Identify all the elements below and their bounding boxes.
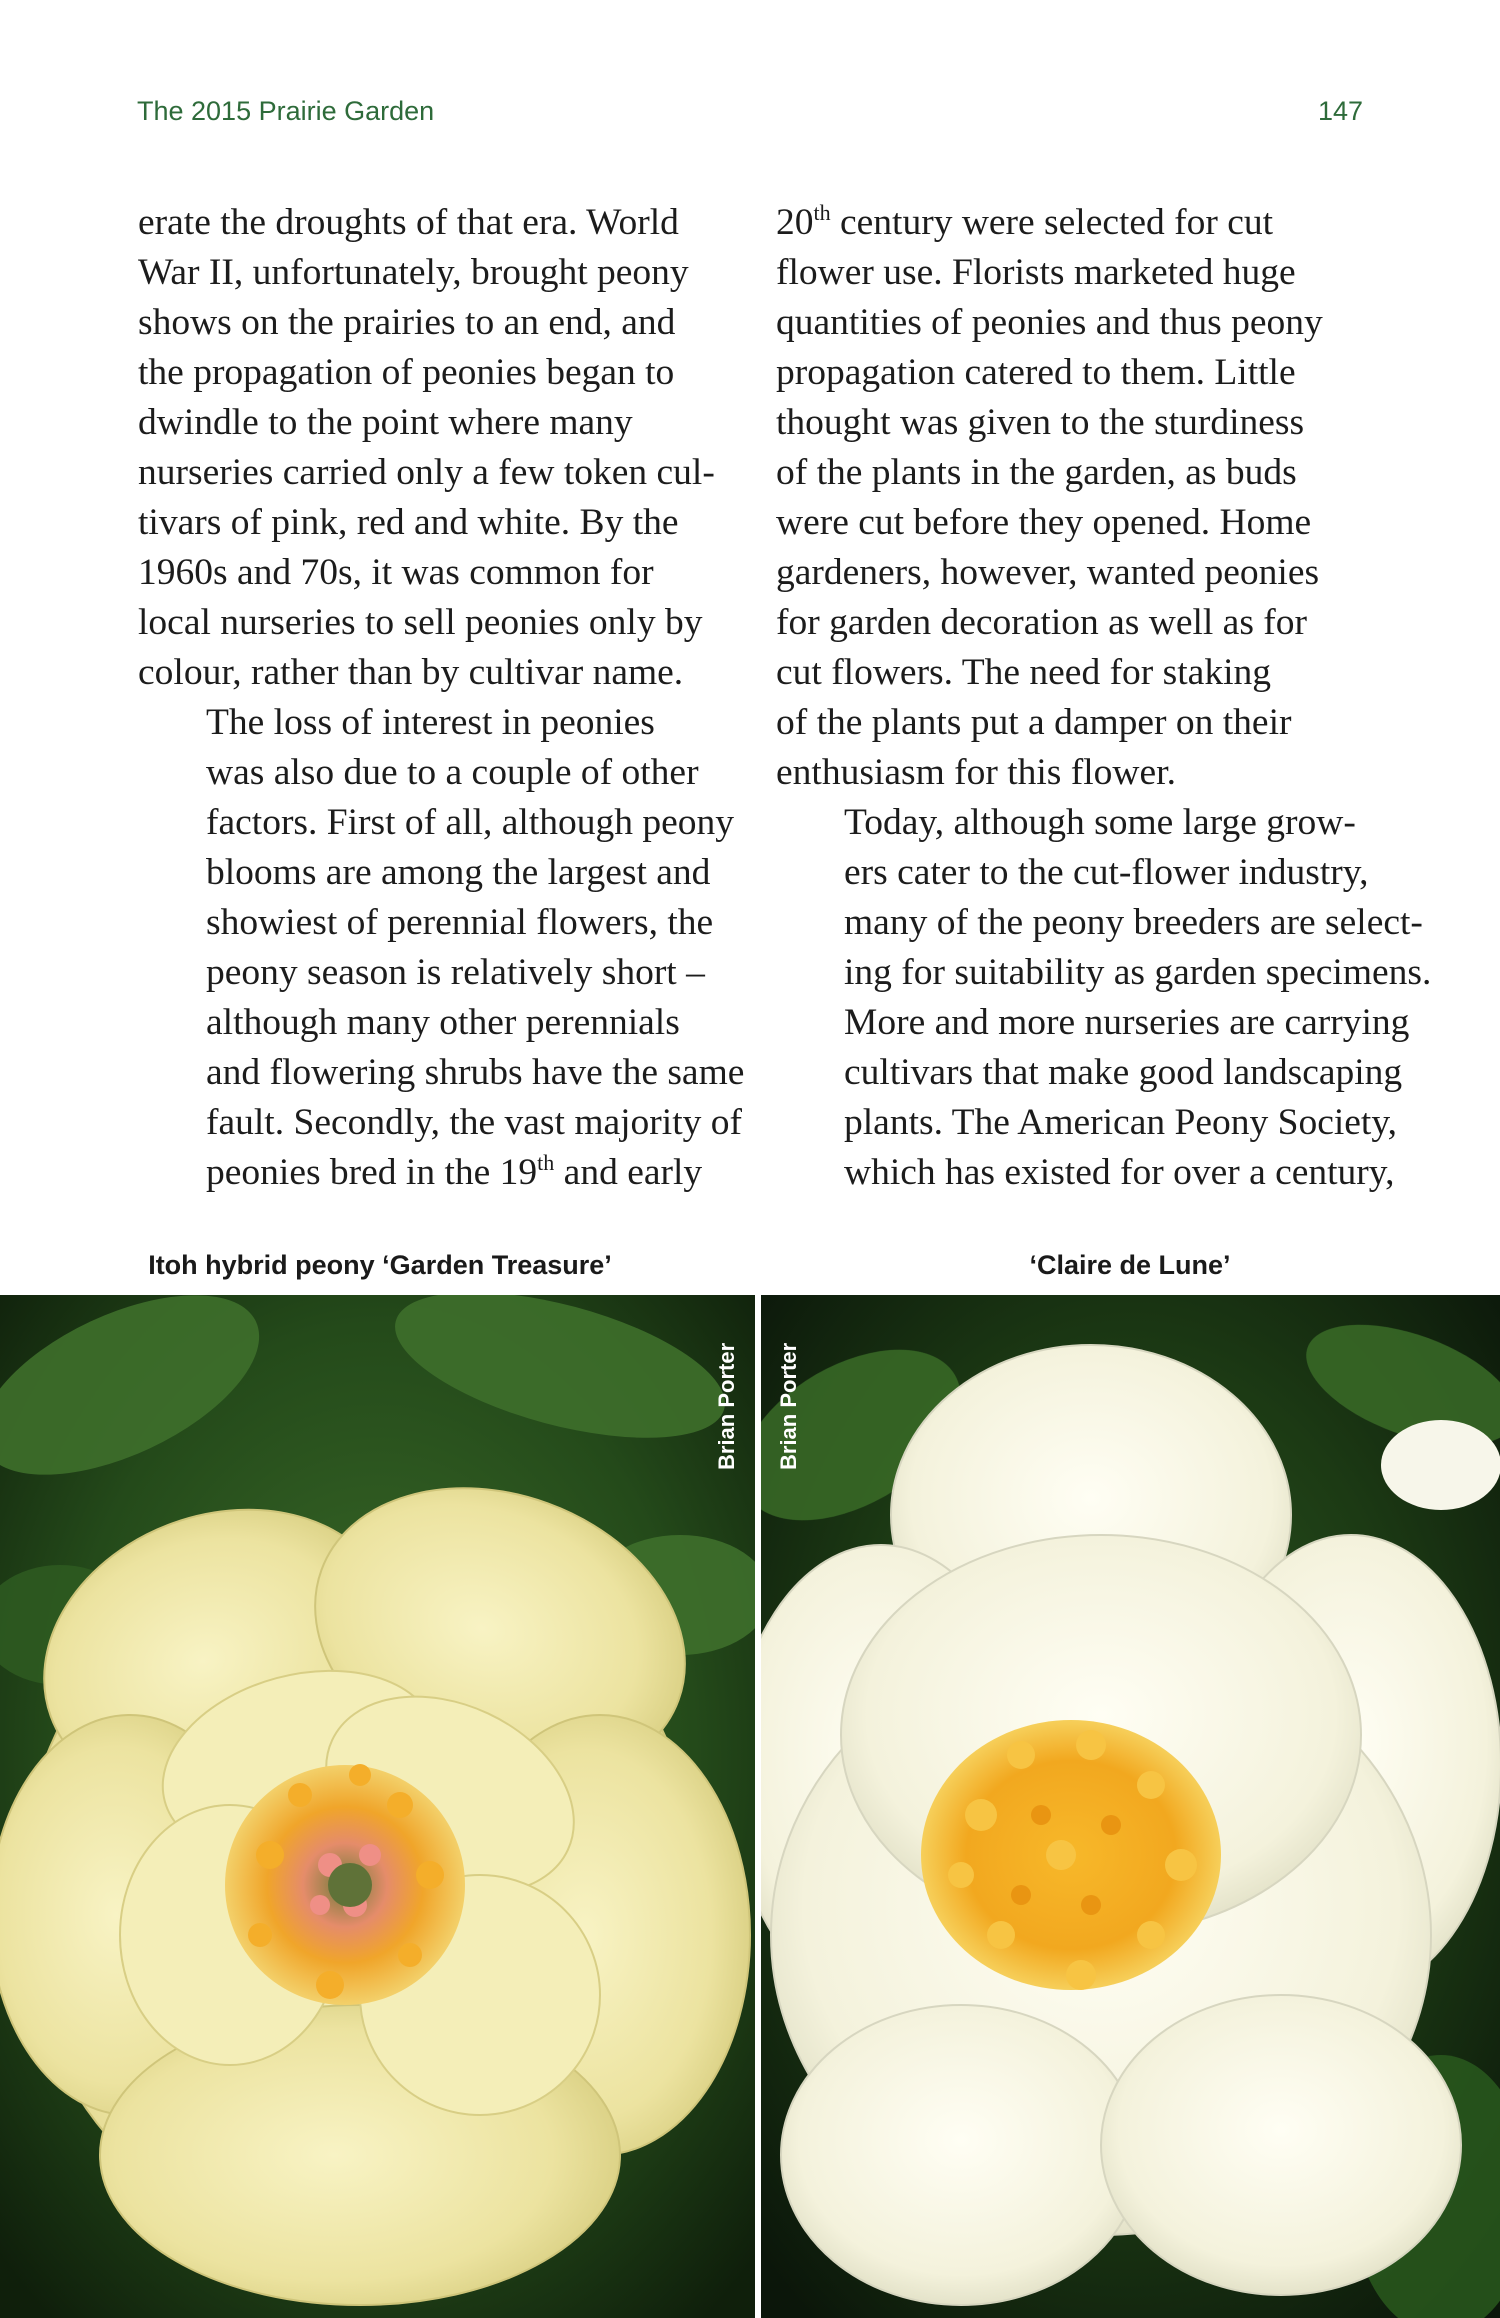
text-line: ers cater to the cut-flower industry, xyxy=(844,852,1369,893)
photo-caption-claire-de-lune: ‘Claire de Lune’ xyxy=(1029,1250,1231,1280)
text-fragment: and early xyxy=(554,1152,703,1193)
book-title: The 2015 Prairie Garden xyxy=(137,96,435,126)
text-line: cut flowers. The need for staking xyxy=(776,652,1271,693)
left-paragraph-1 xyxy=(138,198,758,698)
text-line: showiest of perennial flowers, the xyxy=(206,902,714,943)
text-line: More and more nurseries are carrying xyxy=(844,1002,1410,1043)
white-peony-illustration xyxy=(761,1295,1500,2318)
superscript: th xyxy=(813,200,831,225)
text-line: propagation catered to them. Little xyxy=(776,352,1296,393)
right-paragraph-2 xyxy=(776,798,1432,1198)
text-line-with-superscript xyxy=(776,198,1396,248)
text-line-with-superscript xyxy=(138,1148,758,1198)
text-fragment: 20 xyxy=(776,202,814,243)
text-line: were cut before they opened. Home xyxy=(776,502,1312,543)
yellow-peony-illustration xyxy=(0,1295,755,2318)
text-line: the propagation of peonies began to xyxy=(138,352,675,393)
text-line: dwindle to the point where many xyxy=(138,402,633,443)
photo-caption-garden-treasure: Itoh hybrid peony ‘Garden Treasure’ xyxy=(148,1250,612,1280)
text-line: was also due to a couple of other xyxy=(206,752,699,793)
text-line: although many other perennials xyxy=(206,1002,680,1043)
text-line: of the plants put a damper on their xyxy=(776,702,1292,743)
text-line: which has existed for over a century, xyxy=(844,1152,1395,1193)
text-line: and flowering shrubs have the same xyxy=(206,1052,745,1093)
photo-credit-left: Brian Porter xyxy=(714,1342,739,1470)
text-line: for garden decoration as well as for xyxy=(776,602,1308,643)
text-fragment: peonies bred in the 19 xyxy=(206,1152,538,1193)
right-text-column xyxy=(776,198,1432,1198)
text-line: ing for suitability as garden specimens. xyxy=(844,952,1432,993)
text-line: erate the droughts of that era. World xyxy=(138,202,679,243)
running-head xyxy=(137,96,1363,136)
text-line: tivars of pink, red and white. By the xyxy=(138,502,679,543)
text-line: flower use. Florists marketed huge xyxy=(776,252,1296,293)
text-line: cultivars that make good landscaping xyxy=(844,1052,1403,1093)
text-line: colour, rather than by cultivar name. xyxy=(138,652,684,693)
photo-credit-right: Brian Porter xyxy=(776,1342,801,1470)
text-line: War II, unfortunately, brought peony xyxy=(138,252,689,293)
text-line: many of the peony breeders are select- xyxy=(844,902,1423,943)
right-paragraph-1 xyxy=(776,198,1396,798)
text-line: enthusiasm for this flower. xyxy=(776,752,1176,793)
text-line: gardeners, however, wanted peonies xyxy=(776,552,1320,593)
left-paragraph-2 xyxy=(138,698,758,1198)
text-line: Today, although some large grow- xyxy=(844,802,1356,843)
text-line: blooms are among the largest and xyxy=(206,852,711,893)
text-line: fault. Secondly, the vast majority of xyxy=(206,1102,742,1143)
text-line: thought was given to the sturdiness xyxy=(776,402,1305,443)
text-line: local nurseries to sell peonies only by xyxy=(138,602,703,643)
text-line: 1960s and 70s, it was common for xyxy=(138,552,654,593)
superscript: th xyxy=(537,1150,555,1175)
text-fragment: century were selected for cut xyxy=(830,202,1274,243)
text-line: shows on the prairies to an end, and xyxy=(138,302,676,343)
left-text-column xyxy=(138,198,758,1198)
text-line: peony season is relatively short – xyxy=(206,952,705,993)
page-number: 147 xyxy=(1317,96,1363,126)
text-line: The loss of interest in peonies xyxy=(206,702,655,743)
photo-garden-treasure-peony xyxy=(0,1295,755,2318)
text-line: nurseries carried only a few token cul- xyxy=(138,452,715,493)
photo-claire-de-lune-peony xyxy=(761,1295,1500,2318)
text-line: of the plants in the garden, as buds xyxy=(776,452,1297,493)
text-line: plants. The American Peony Society, xyxy=(844,1102,1398,1143)
text-line: quantities of peonies and thus peony xyxy=(776,302,1323,343)
text-line: factors. First of all, although peony xyxy=(206,802,735,843)
